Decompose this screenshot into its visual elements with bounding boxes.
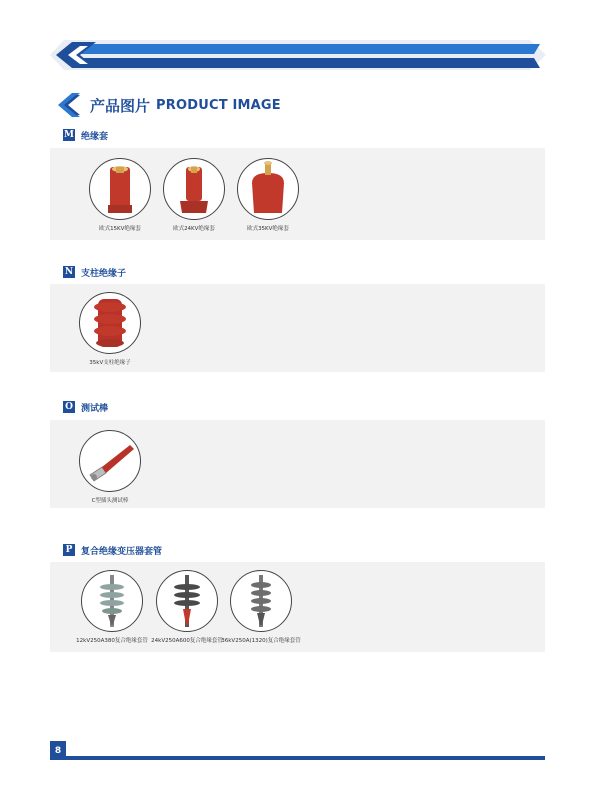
product-card[interactable] [228, 158, 308, 232]
product-image [230, 570, 292, 632]
section-label: 绝缘套 [81, 131, 109, 142]
section-panel-p [50, 562, 545, 652]
composite-bushing-icon [231, 571, 291, 631]
product-image [156, 570, 218, 632]
product-caption: C型插头测试棒 [91, 498, 129, 504]
section-label: 复合绝缘变压器套管 [81, 546, 163, 557]
product-caption: 12kV250A380复合绝缘套管 [76, 638, 148, 644]
section-letter: M [64, 130, 74, 140]
section-letter: P [63, 544, 75, 556]
test-rod-icon [80, 431, 140, 491]
top-banner [50, 40, 546, 70]
product-caption: 35kV支柱绝缘子 [89, 360, 131, 366]
page-number: 8 [50, 741, 66, 760]
product-image [79, 292, 141, 354]
section-header-p [63, 543, 162, 557]
product-caption: 欧式24KV绝缘套 [173, 226, 215, 232]
post-insulator-icon [80, 293, 140, 353]
section-header-o [63, 400, 108, 414]
title-chinese: 产品图片 [90, 96, 151, 115]
product-card[interactable] [70, 430, 150, 504]
section-header-m [63, 128, 108, 142]
section-label: 支柱绝缘子 [81, 268, 127, 279]
product-image [237, 158, 299, 220]
section-header-n [63, 265, 126, 279]
section-letter: O [63, 401, 75, 413]
section-panel-n [50, 284, 545, 372]
product-card[interactable] [80, 158, 160, 232]
chevron-left-icon [54, 91, 82, 119]
product-card[interactable] [70, 570, 154, 644]
red-bushing-icon [90, 159, 150, 219]
product-image [81, 570, 143, 632]
red-bushing-icon [164, 159, 224, 219]
section-panel-m [50, 148, 545, 240]
section-letter: N [64, 267, 74, 277]
composite-bushing-icon [82, 571, 142, 631]
product-card[interactable] [145, 570, 229, 644]
product-caption: 24kV250A600复合绝缘套管 [151, 638, 223, 644]
composite-bushing-icon [157, 571, 217, 631]
section-label: 测试棒 [81, 403, 109, 414]
product-card[interactable] [218, 570, 304, 644]
product-card[interactable] [70, 292, 150, 366]
product-caption: 欧式15KV绝缘套 [99, 226, 141, 232]
footer-bar [50, 756, 545, 760]
product-image [79, 430, 141, 492]
product-card[interactable] [154, 158, 234, 232]
red-bushing-icon [238, 159, 298, 219]
section-panel-o [50, 420, 545, 508]
product-caption: 欧式35KV绝缘套 [247, 226, 289, 232]
title-english: PRODUCT IMAGE [156, 97, 281, 113]
product-image [89, 158, 151, 220]
product-caption: 36kV250A(1320)复合绝缘套管 [221, 638, 301, 644]
product-image [163, 158, 225, 220]
page-title [54, 92, 281, 118]
